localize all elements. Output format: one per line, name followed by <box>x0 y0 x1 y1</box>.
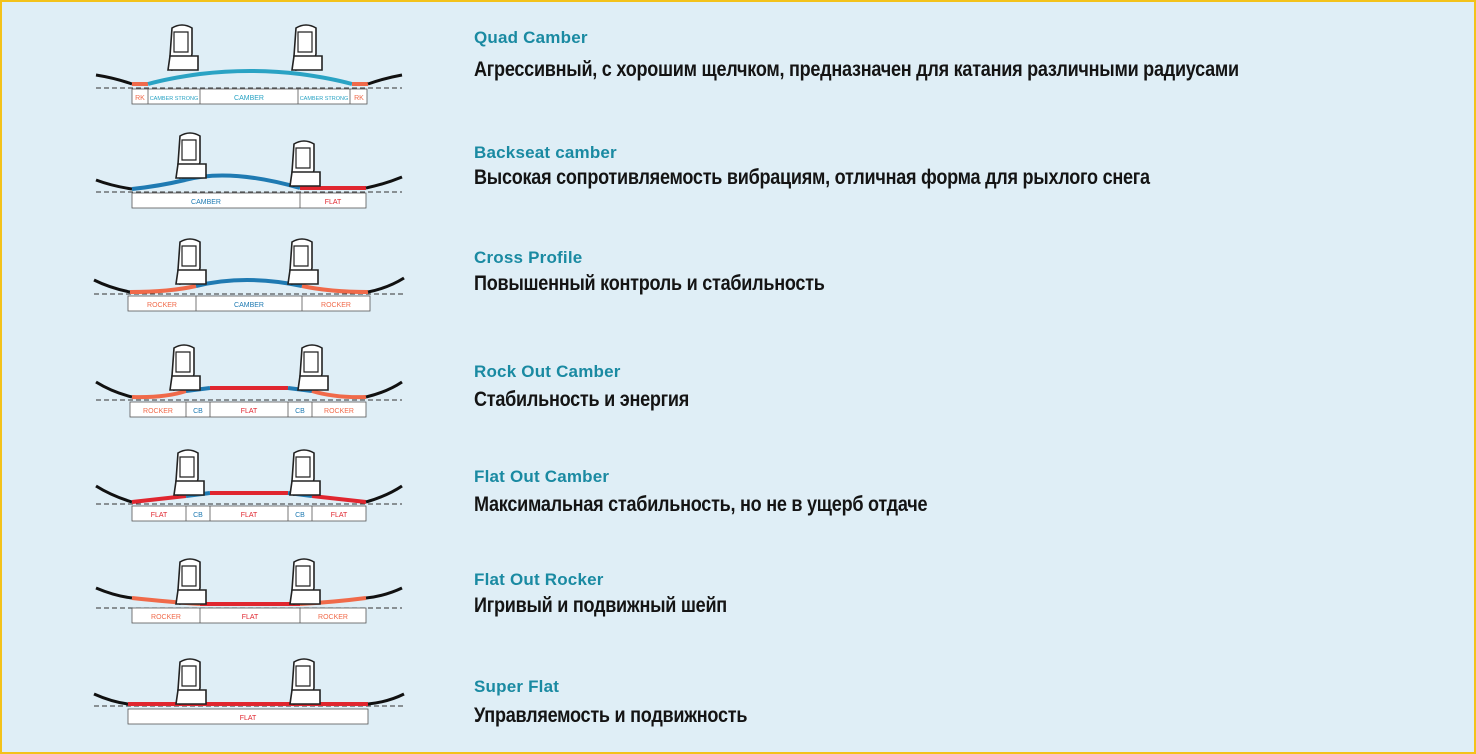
board-diagram-cross-profile <box>90 210 410 315</box>
tip-tail <box>366 382 402 397</box>
binding-icon <box>174 450 204 495</box>
zone-label: ROCKER <box>143 408 173 415</box>
tip-tail <box>368 694 404 704</box>
tip-tail <box>366 177 402 188</box>
zone-label: RK <box>354 95 364 102</box>
zone-label: ROCKER <box>324 408 354 415</box>
tip-nose <box>96 486 132 502</box>
binding-icon <box>170 345 200 390</box>
zone-label: FLAT <box>240 512 258 519</box>
zone-label: CB <box>193 512 203 519</box>
profile-name: Rock Out Camber <box>474 362 621 381</box>
zone-label: ROCKER <box>318 614 348 621</box>
zone-label: CB <box>193 408 203 415</box>
board-diagram-backseat-camber <box>90 106 410 211</box>
zone-label: CB <box>295 408 305 415</box>
zone-label: FLAT <box>150 512 168 519</box>
zone-label: CAMBER <box>234 302 264 309</box>
segment-flat <box>132 496 186 502</box>
board-diagram-flat-out-rocker <box>90 522 410 627</box>
segment-camber <box>196 280 302 286</box>
zone-label: FLAT <box>240 408 258 415</box>
profile-row-flat-out-camber <box>2 418 1474 523</box>
profile-description: Игривый и подвижный шейп <box>474 594 727 617</box>
zone-label: CAMBER <box>234 95 264 102</box>
zone-label: RK <box>135 95 145 102</box>
profile-description: Стабильность и энергия <box>474 388 690 411</box>
segment-camber <box>132 176 300 190</box>
profile-description: Повышенный контроль и стабильность <box>474 272 825 295</box>
tip-nose <box>96 382 132 397</box>
tip-tail <box>368 278 404 292</box>
binding-icon <box>288 239 318 284</box>
profile-name: Flat Out Rocker <box>474 570 604 589</box>
binding-icon <box>176 239 206 284</box>
profile-row-super-flat <box>2 626 1474 731</box>
binding-icon <box>290 141 320 186</box>
zone-label: ROCKER <box>321 302 351 309</box>
binding-icon <box>176 659 206 704</box>
profile-name: Quad Camber <box>474 28 588 47</box>
binding-icon <box>290 450 320 495</box>
profile-description: Управляемость и подвижность <box>474 704 748 727</box>
board-diagram-super-flat <box>90 626 410 731</box>
zone-label: CAMBER STRONG <box>299 96 349 102</box>
binding-icon <box>298 345 328 390</box>
tip-nose <box>96 180 132 189</box>
segment-rocker <box>130 286 196 292</box>
profile-name: Cross Profile <box>474 248 583 267</box>
profile-description: Высокая сопротивляемость вибрациям, отличная форма для рыхлого снега <box>474 166 1150 189</box>
segment-rocker <box>312 391 366 397</box>
zone-label: FLAT <box>241 614 259 621</box>
tip-tail <box>366 588 402 598</box>
zone-label: CB <box>295 512 305 519</box>
zone-label: FLAT <box>324 199 342 206</box>
profile-description: Агрессивный, с хорошим щелчком, предназначен для катания различными радиусами <box>474 58 1239 81</box>
segment-flat <box>312 496 366 502</box>
tip-tail <box>366 486 402 502</box>
segment-rocker <box>132 391 186 397</box>
zone-label: CAMBER STRONG <box>149 96 199 102</box>
binding-icon <box>292 25 322 70</box>
tip-nose <box>94 280 130 292</box>
profile-row-cross-profile <box>2 210 1474 315</box>
binding-icon <box>290 559 320 604</box>
zone-label: FLAT <box>330 512 348 519</box>
profile-name: Flat Out Camber <box>474 467 610 486</box>
profile-row-rock-out-camber <box>2 314 1474 419</box>
board-diagram-quad-camber <box>90 2 410 107</box>
profile-row-flat-out-rocker <box>2 522 1474 627</box>
zone-label: ROCKER <box>151 614 181 621</box>
binding-icon <box>168 25 198 70</box>
profile-name: Backseat camber <box>474 143 617 162</box>
tip-tail <box>368 75 402 84</box>
profile-name: Super Flat <box>474 677 560 696</box>
segment-camber <box>148 71 352 84</box>
binding-icon <box>176 133 206 178</box>
zone-label: ROCKER <box>147 302 177 309</box>
board-diagram-flat-out-camber <box>90 418 410 523</box>
tip-nose <box>96 75 132 84</box>
board-diagram-rock-out-camber <box>90 314 410 419</box>
profile-row-backseat-camber <box>2 106 1474 211</box>
tip-nose <box>96 588 132 598</box>
binding-icon <box>290 659 320 704</box>
segment-rocker <box>302 286 368 292</box>
zone-label: CAMBER <box>191 199 221 206</box>
profile-row-quad-camber <box>2 2 1474 107</box>
profile-description: Максимальная стабильность, но не в ущерб отдаче <box>474 493 928 516</box>
zone-label: FLAT <box>239 715 257 722</box>
tip-nose <box>94 694 128 704</box>
binding-icon <box>176 559 206 604</box>
